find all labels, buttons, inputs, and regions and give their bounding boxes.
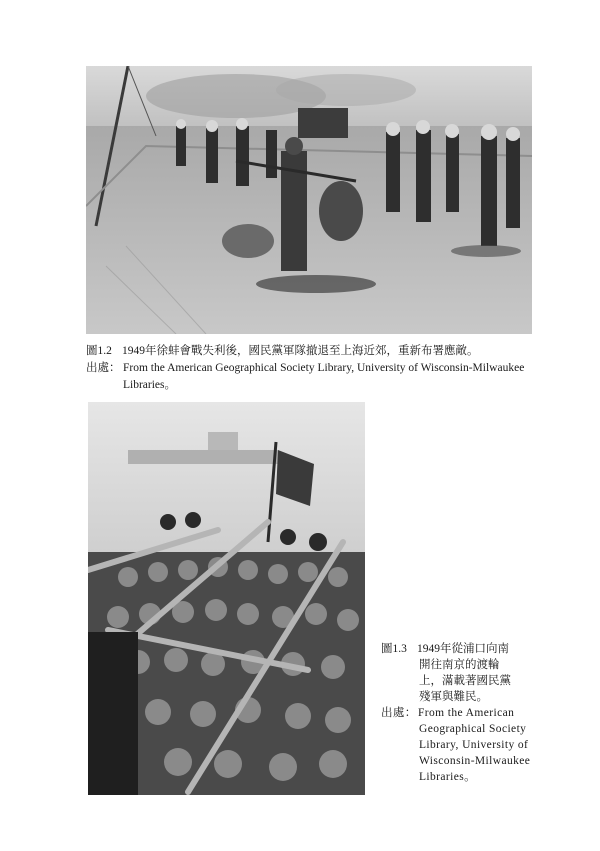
figure-1-3-number: 圖1.3 <box>381 643 407 655</box>
figure-1-3-caption <box>381 641 571 785</box>
figure-1-3-source-line3: Library, University of <box>419 739 529 751</box>
figure-1-3-source-line4: Wisconsin-Milwaukee <box>419 755 531 767</box>
photo-ferry-refugees <box>88 402 365 795</box>
figure-1-3-source-line5: Libraries。 <box>419 771 477 783</box>
figure-1-3-source-label: 出處： <box>381 707 417 719</box>
figure-1-2-source <box>86 360 556 376</box>
photo-ferry-refugees-image <box>88 402 365 795</box>
figure-1-2-source-line2: Libraries。 <box>123 379 177 391</box>
photo-soldiers-retreat-image <box>86 66 532 334</box>
figure-1-2-source-label: 出處： <box>86 362 121 374</box>
figure-1-3-caption-line4: 殘軍與難民。 <box>419 691 488 703</box>
figure-1-3-source-line1: From the American <box>418 707 515 719</box>
figure-1-3-caption-row1 <box>381 641 571 657</box>
figure-1-2-number: 圖1.2 <box>86 345 112 357</box>
figure-1-3-caption-line3: 上，滿載著國民黨 <box>419 675 511 687</box>
figure-1-2-caption-text: 1949年徐蚌會戰失利後，國民黨軍隊撤退至上海近郊，重新布署應敵。 <box>122 345 479 357</box>
figure-1-2-source-continued <box>123 377 543 393</box>
figure-1-2-source-line1: From the American Geographical Society Library, University of Wisconsin-Milwaukee <box>123 362 525 374</box>
figure-1-2-caption <box>86 343 556 359</box>
figure-1-3-source-row1 <box>381 705 571 721</box>
figure-1-3-caption-line1: 1949年從浦口向南 <box>417 643 509 655</box>
figure-1-3-caption-line2: 開往南京的渡輪 <box>419 659 500 671</box>
figure-1-3-source-line2: Geographical Society <box>419 723 527 735</box>
photo-soldiers-retreat <box>86 66 532 334</box>
